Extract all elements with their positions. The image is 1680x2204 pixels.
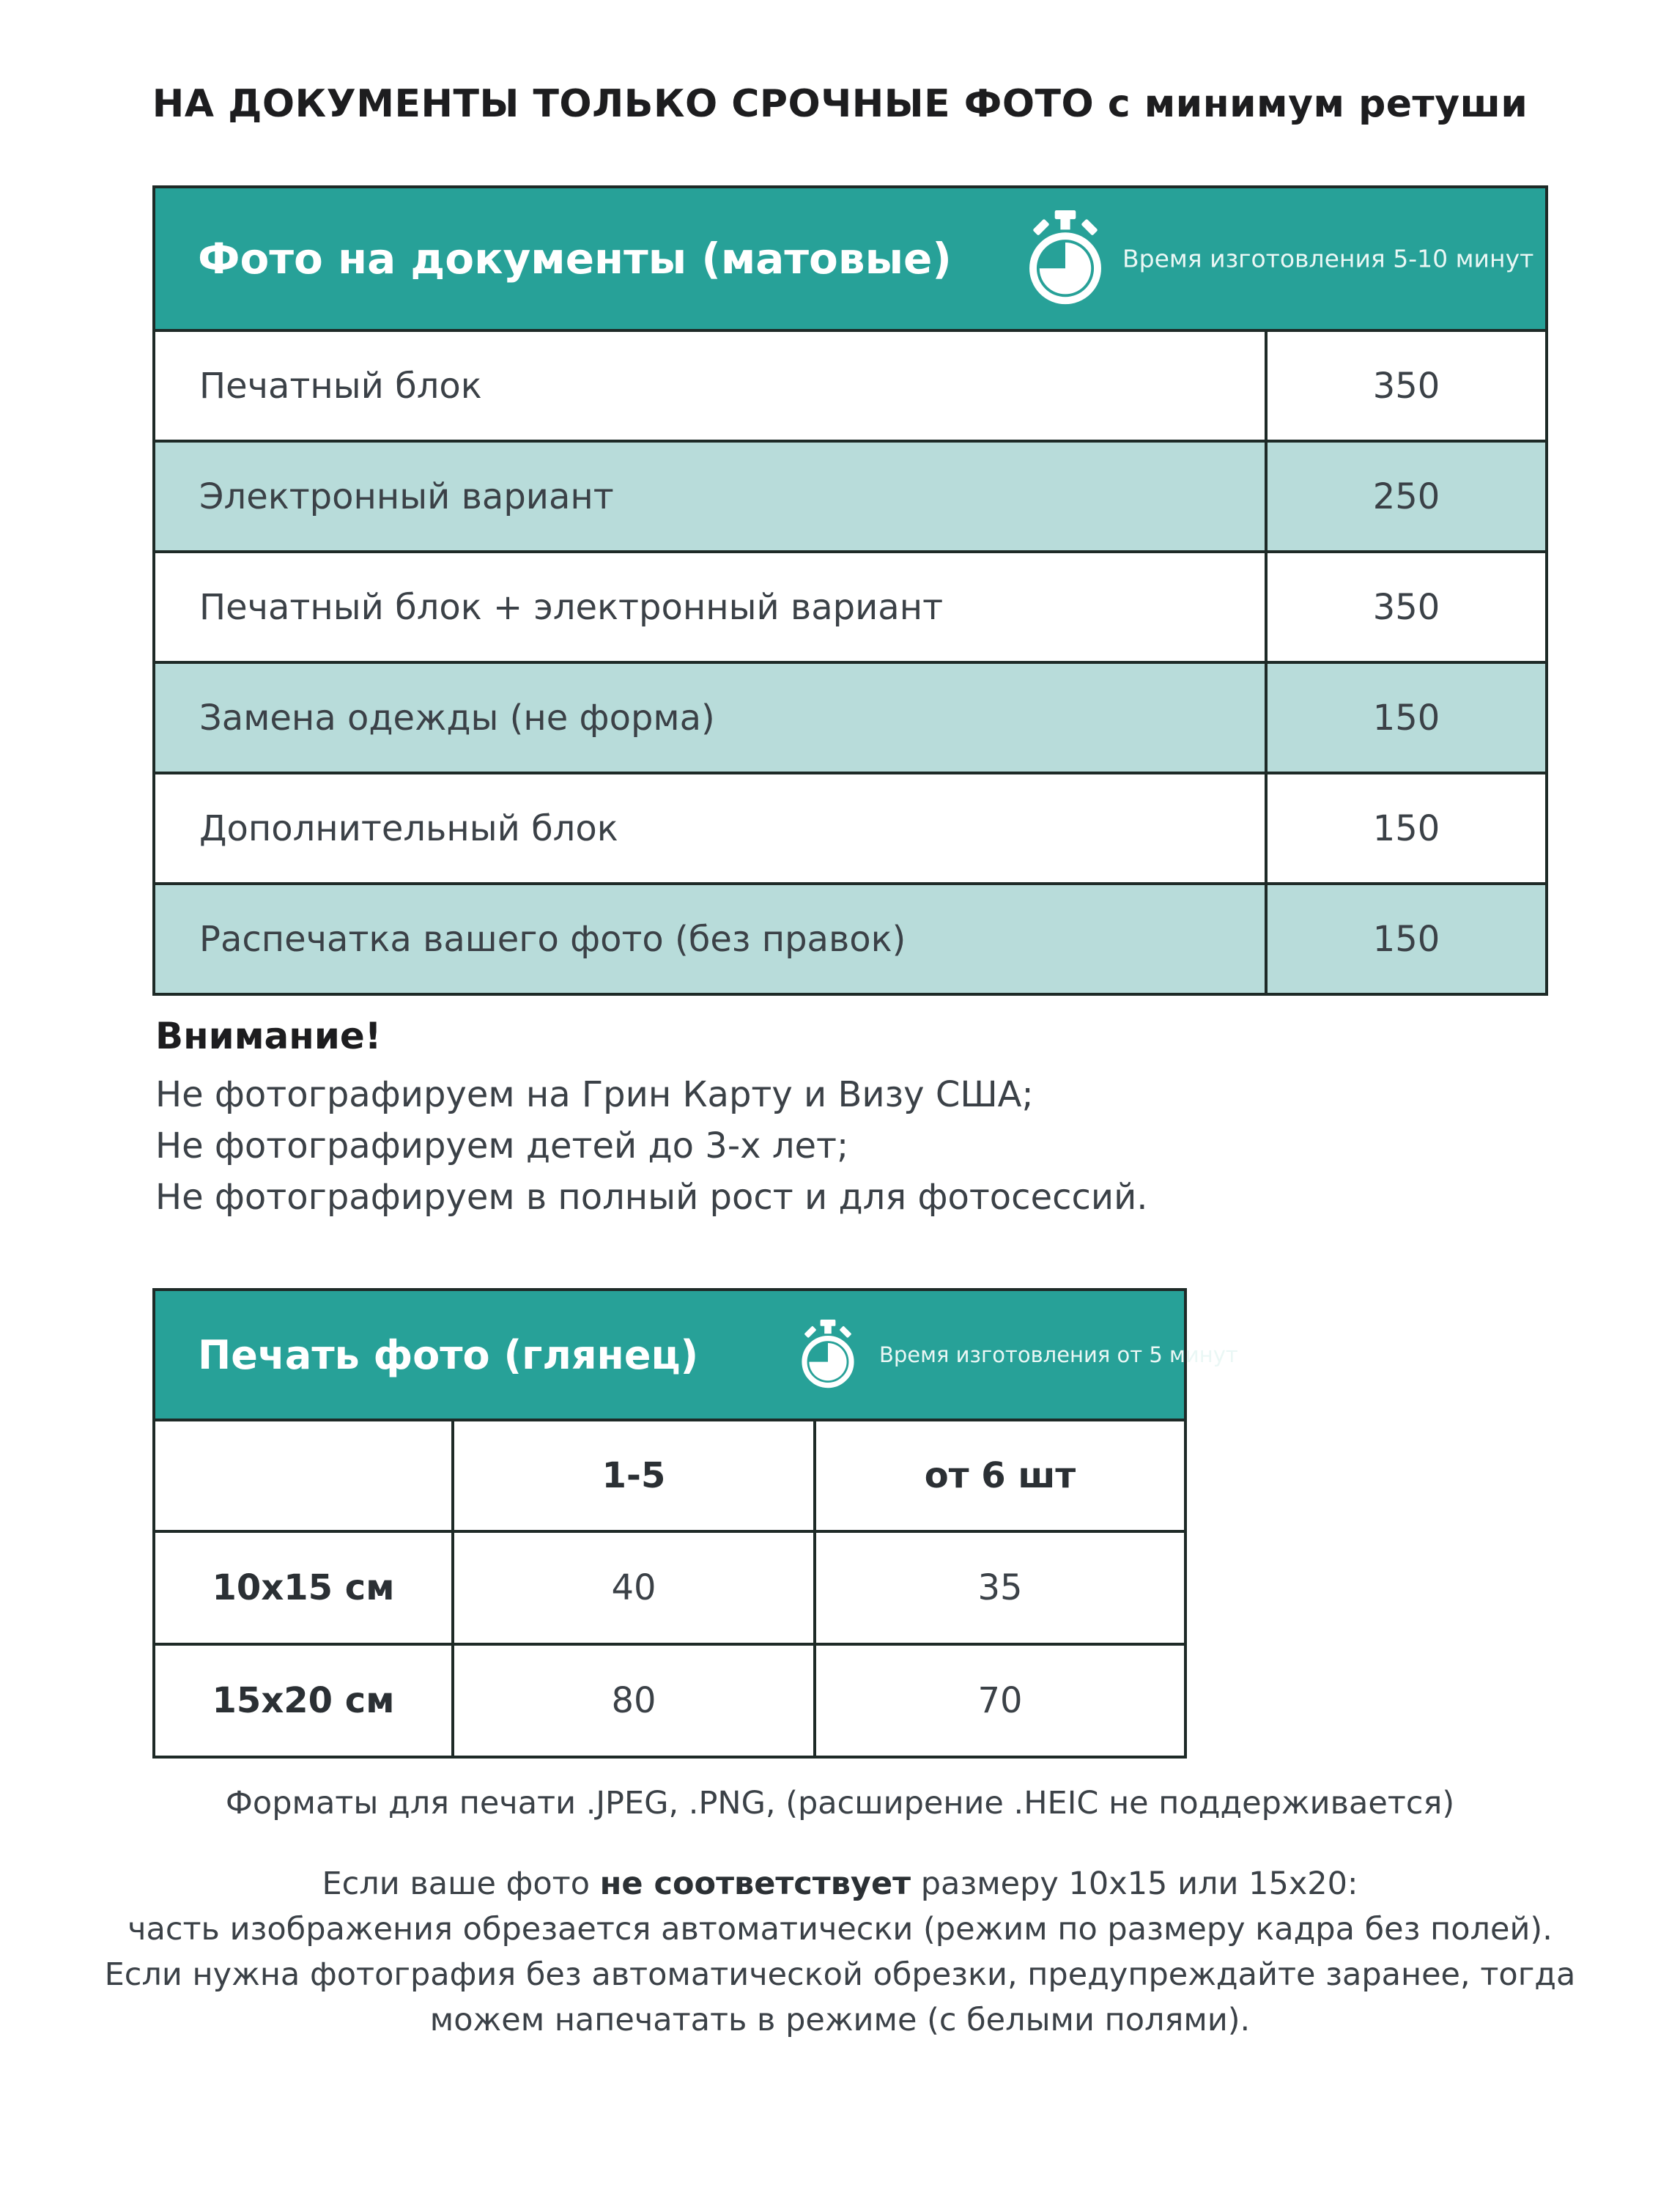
- service-price: 250: [1265, 443, 1545, 550]
- service-price: 350: [1265, 332, 1545, 440]
- attention-note: [155, 1015, 1148, 1223]
- table-row: [155, 550, 1545, 661]
- table-row: [155, 329, 1545, 440]
- service-label: Печатный блок + электронный вариант: [199, 586, 944, 628]
- print-price-table: [152, 1288, 1238, 1759]
- formats-note: Форматы для печати .JPEG, .PNG, (расширение .HEIC не поддерживается): [225, 1785, 1455, 1822]
- service-label: Замена одежды (не форма): [199, 697, 715, 739]
- documents-price-table: [152, 185, 1548, 996]
- service-label: Дополнительный блок: [199, 807, 618, 849]
- crop-note-line: Если нужна фотография без автоматической обрезки, предупреждайте заранее, тогда: [104, 1956, 1576, 1993]
- attention-line: Не фотографируем в полный рост и для фотосессий.: [155, 1177, 1148, 1218]
- stopwatch-icon: [799, 1320, 857, 1390]
- crop-rules-note: [0, 1861, 1680, 2043]
- service-label: Распечатка вашего фото (без правок): [199, 918, 906, 960]
- attention-title: Внимание!: [155, 1015, 382, 1057]
- price-cell: 70: [813, 1646, 1184, 1756]
- table-row: [155, 882, 1545, 993]
- documents-table-header: [155, 188, 1545, 329]
- column-header-empty: [155, 1421, 451, 1530]
- crop-note-bold-text: не соответствует: [599, 1865, 911, 1902]
- page-title: НА ДОКУМЕНТЫ ТОЛЬКО СРОЧНЫЕ ФОТО с минимум ретуши: [152, 82, 1528, 126]
- crop-note-line: [0, 1861, 1680, 1907]
- price-cell: 40: [451, 1533, 813, 1643]
- documents-time-note: Время изготовления 5-10 минут: [1122, 244, 1534, 273]
- print-table-header: [155, 1291, 1238, 1419]
- crop-note-line: часть изображения обрезается автоматически (режим по размеру кадра без полей).: [127, 1911, 1553, 1948]
- service-price: 150: [1265, 664, 1545, 772]
- service-price: 150: [1265, 774, 1545, 882]
- column-header-qty-6-plus: от 6 шт: [813, 1421, 1184, 1530]
- price-cell: 35: [813, 1533, 1184, 1643]
- print-time-note: Время изготовления от 5 минут: [879, 1342, 1238, 1367]
- attention-line: Не фотографируем детей до 3-х лет;: [155, 1125, 849, 1166]
- crop-note-text: размеру 10х15 или 15х20:: [911, 1865, 1358, 1902]
- table-row: [155, 661, 1545, 772]
- price-cell: 80: [451, 1646, 813, 1756]
- table-row: [155, 1530, 1184, 1643]
- service-label: Печатный блок: [199, 365, 482, 407]
- column-header-qty-1-5: 1-5: [451, 1421, 813, 1530]
- service-price: 350: [1265, 553, 1545, 661]
- crop-note-line: можем напечатать в режиме (с белыми полями).: [429, 2002, 1251, 2038]
- documents-table-title: Фото на документы (матовые): [198, 234, 952, 284]
- crop-note-text: Если ваше фото: [322, 1865, 600, 1902]
- print-table-column-headers: [155, 1419, 1184, 1530]
- table-row: [155, 772, 1545, 882]
- stopwatch-icon: [1025, 210, 1106, 307]
- attention-line: Не фотографируем на Грин Карту и Визу США;: [155, 1074, 1034, 1115]
- service-label: Электронный вариант: [199, 476, 614, 517]
- table-row: [155, 440, 1545, 550]
- service-price: 150: [1265, 885, 1545, 993]
- table-row: [155, 1643, 1184, 1756]
- print-table-title: Печать фото (глянец): [198, 1331, 699, 1378]
- size-label: 15x20 см: [212, 1680, 395, 1721]
- size-label: 10x15 см: [212, 1567, 395, 1608]
